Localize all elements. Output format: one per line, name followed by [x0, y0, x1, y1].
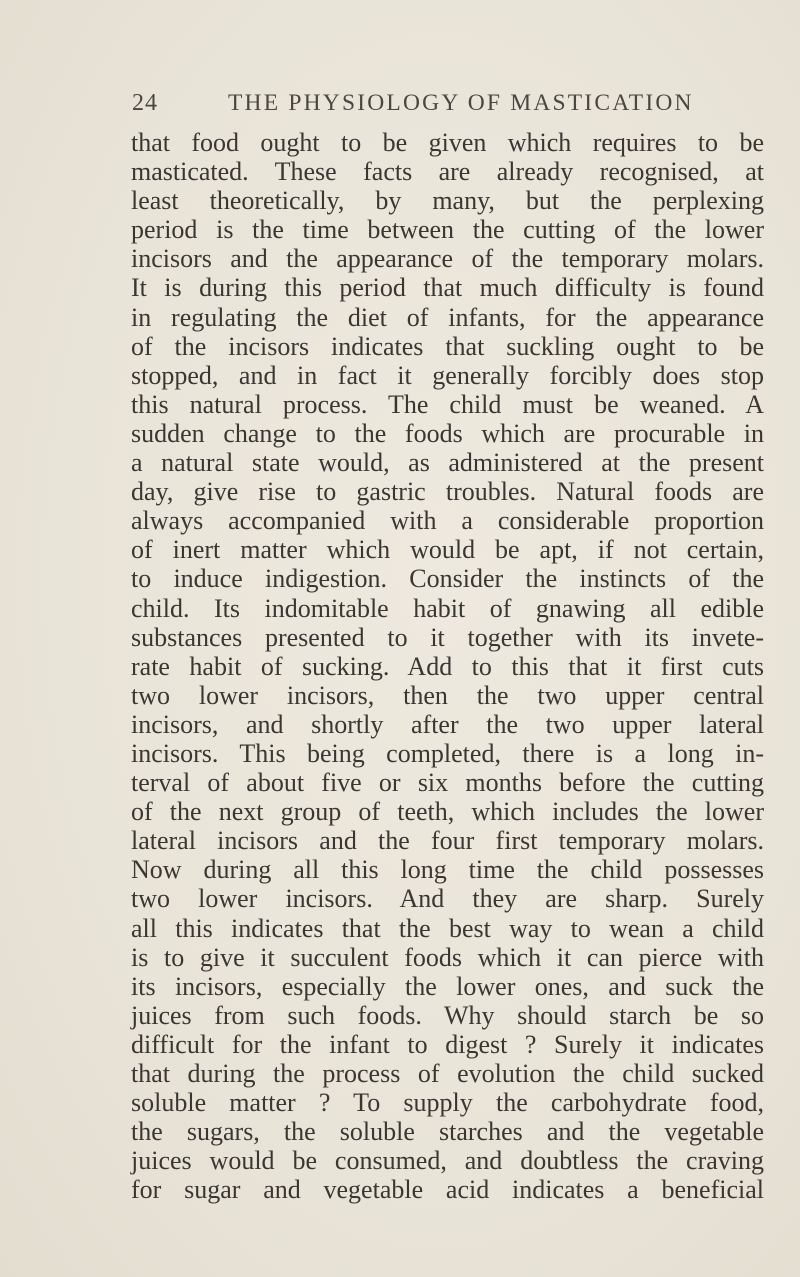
running-title: THE PHYSIOLOGY OF MASTICATION	[228, 90, 694, 116]
text-line: juices from such foods. Why should starch be so	[131, 1000, 764, 1030]
text-line: incisors, and shortly after the two upper lateral	[131, 709, 764, 739]
text-line: incisors and the appearance of the temporary molars.	[131, 244, 764, 274]
text-line: incisors. This being completed, there is a long in-	[131, 738, 764, 768]
text-line: of the next group of teeth, which includes the lower	[131, 797, 764, 827]
text-line: for sugar and vegetable acid indicates a beneficial	[131, 1175, 764, 1205]
text-line: two lower incisors, then the two upper central	[131, 680, 764, 710]
text-line: two lower incisors. And they are sharp. Surely	[131, 884, 764, 914]
page-number: 24	[132, 90, 158, 116]
text-line: rate habit of sucking. Add to this that it first cuts	[131, 651, 764, 681]
text-line: terval of about five or six months before the cutting	[131, 768, 764, 798]
text-line: Now during all this long time the child possesses	[131, 855, 764, 885]
text-line: stopped, and in fact it generally forcibly does stop	[131, 360, 764, 390]
running-head	[0, 90, 800, 120]
text-line: in regulating the diet of infants, for the appearance	[131, 302, 764, 332]
text-line: always accompanied with a considerable proportion	[131, 506, 764, 536]
text-line: of the incisors indicates that suckling ought to be	[131, 331, 764, 361]
text-line: that food ought to be given which requires to be	[131, 128, 764, 157]
text-line: child. Its indomitable habit of gnawing all edible	[131, 593, 764, 623]
text-line: masticated. These facts are already recognised, at	[131, 157, 764, 187]
text-line: the sugars, the soluble starches and the vegetable	[131, 1117, 764, 1147]
text-line: a natural state would, as administered at the present	[131, 448, 764, 478]
text-line: sudden change to the foods which are procurable in	[131, 418, 764, 448]
body-text	[131, 128, 764, 1204]
text-line: soluble matter ? To supply the carbohydrate food,	[131, 1088, 764, 1118]
text-line: day, give rise to gastric troubles. Natural foods are	[131, 477, 764, 507]
text-line: of inert matter which would be apt, if not certain,	[131, 535, 764, 565]
text-line: substances presented to it together with its invete-	[131, 622, 764, 652]
text-line: lateral incisors and the four first temporary molars.	[131, 826, 764, 856]
text-line: It is during this period that much difficulty is found	[131, 273, 764, 303]
text-line: to induce indigestion. Consider the instincts of the	[131, 564, 764, 594]
text-line: its incisors, especially the lower ones, and suck the	[131, 971, 764, 1001]
text-line: difficult for the infant to digest ? Surely it indicates	[131, 1029, 764, 1059]
text-line: is to give it succulent foods which it can pierce with	[131, 942, 764, 972]
text-line: least theoretically, by many, but the perplexing	[131, 186, 764, 216]
text-line: period is the time between the cutting of the lower	[131, 215, 764, 245]
text-line: all this indicates that the best way to wean a child	[131, 913, 764, 943]
text-line: this natural process. The child must be weaned. A	[131, 389, 764, 419]
text-line: juices would be consumed, and doubtless the craving	[131, 1146, 764, 1176]
text-line: that during the process of evolution the child sucked	[131, 1059, 764, 1088]
